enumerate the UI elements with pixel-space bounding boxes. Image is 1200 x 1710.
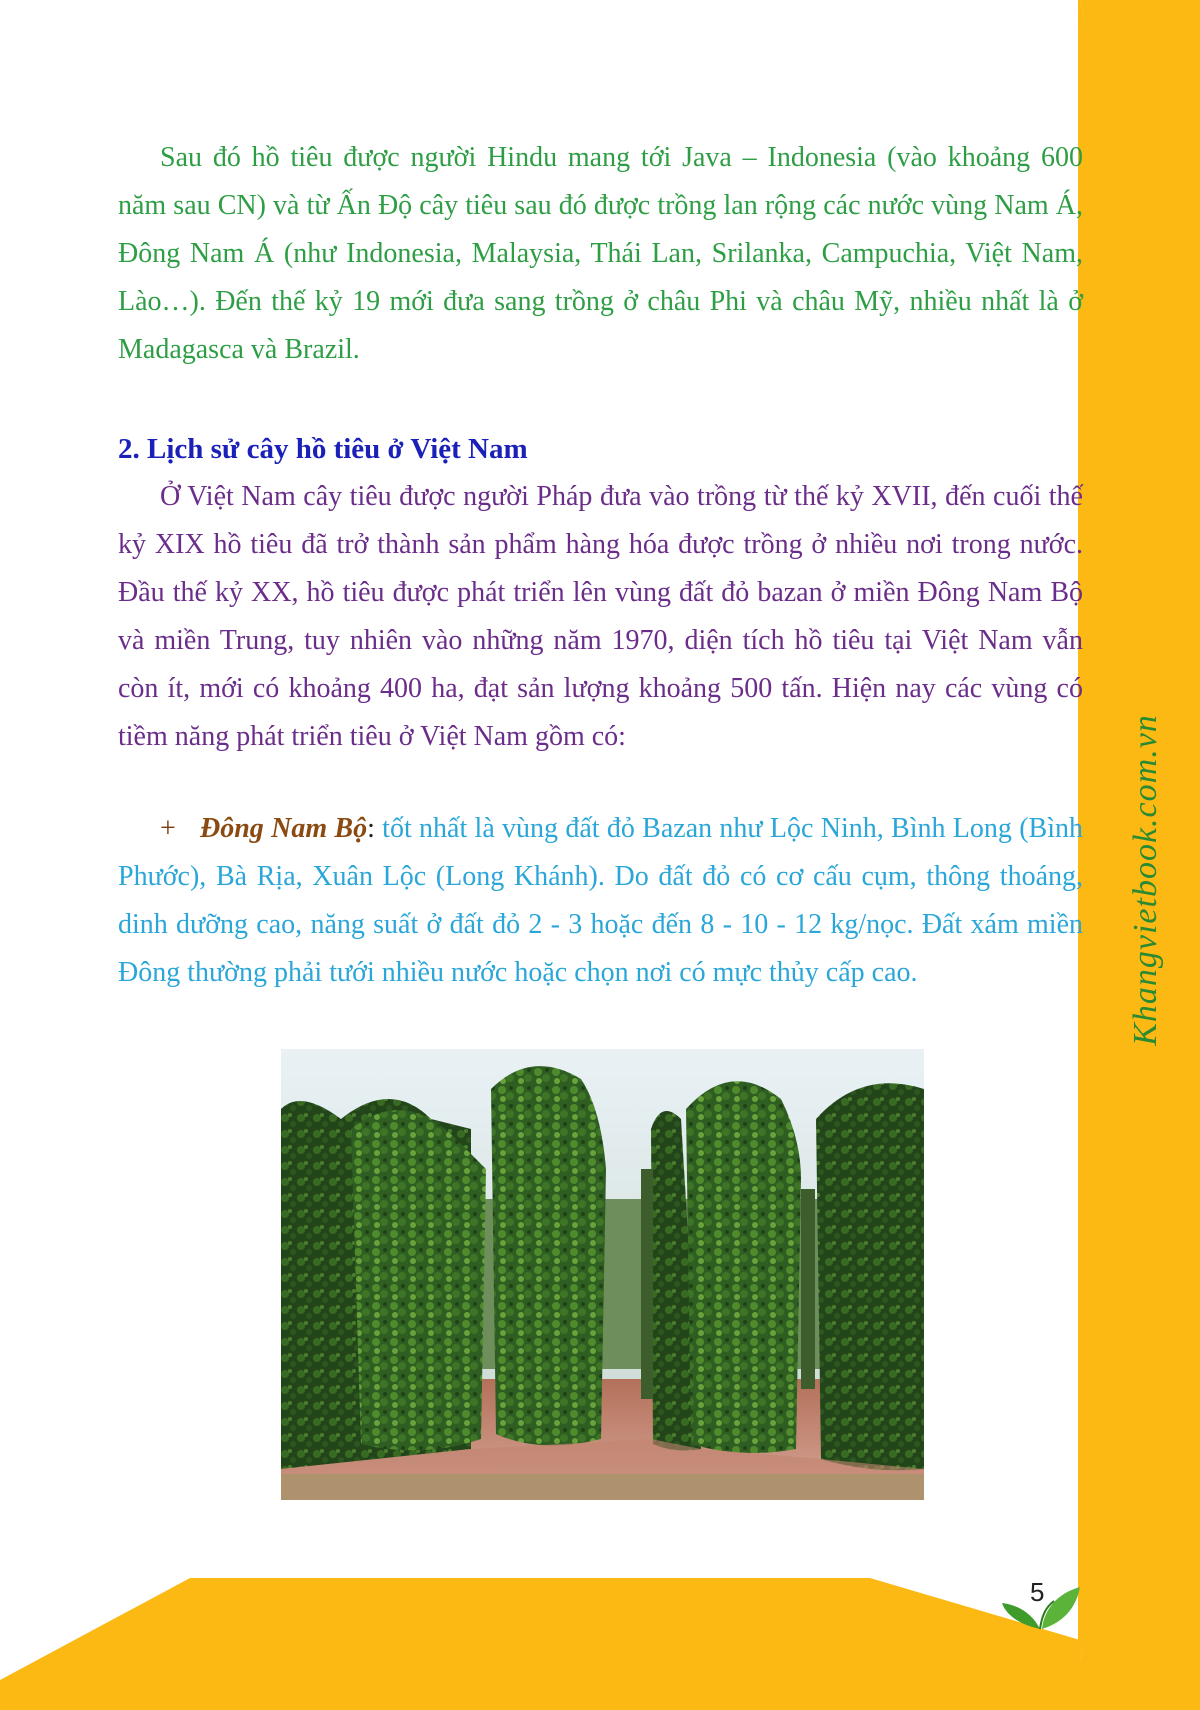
section-paragraph: Ở Việt Nam cây tiêu được người Pháp đưa vào trồng từ thế kỷ XVII, đến cuối thế kỷ XIX hồ tiêu đã trở thành sản phẩm hàng hóa được trồng ở nhiều nơi trong nước. Đầu thế kỷ XX, hồ tiêu được phát triển lên vùng đất đỏ bazan ở miền Đông Nam Bộ và miền Trung, tuy nhiên vào những năm 1970, diện tích hồ tiêu tại Việt Nam vẫn còn ít, mới có khoảng 400 ha, đạt sản lượng khoảng 500 tấn. Hiện nay các vùng có tiềm năng phát triển tiêu ở Việt Nam gồm có: xyxy=(118,481,1083,752)
watermark-text: Khangvietbook.com.vn xyxy=(1127,714,1164,1046)
page-number: 5 xyxy=(1030,1577,1045,1607)
bullet-plus: + xyxy=(160,813,176,844)
region-name: Đông Nam Bộ xyxy=(200,813,368,844)
pepper-plantation-illustration xyxy=(281,1049,924,1500)
leaf-icon xyxy=(1000,1575,1082,1631)
section-heading: 2. Lịch sử cây hồ tiêu ở Việt Nam xyxy=(118,433,528,465)
intro-paragraph: Sau đó hồ tiêu được người Hindu mang tới Java – Indonesia (vào khoảng 600 năm sau CN) và từ Ấn Độ cây tiêu sau đó được trồng lan rộng các nước vùng Nam Á, Đông Nam Á (như Indonesia, Malaysia, Thái Lan, Srilanka, Campuchia, Việt Nam, Lào…). Đến thế kỷ 19 mới đưa sang trồng ở châu Phi và châu Mỹ, nhiều nhất là ở Madagasca và Brazil. xyxy=(118,142,1083,365)
region-description: tốt nhất là vùng đất đỏ Bazan như Lộc Ninh, Bình Long (Bình Phước), Bà Rịa, Xuân Lộc (Long Khánh). Do đất đỏ có cơ cấu cụm, thông thoáng, dinh dưỡng cao, năng suất ở đất đỏ 2 - 3 hoặc đến 8 - 10 - 12 kg/nọc. Đất xám miền Đông thường phải tưới nhiều nước hoặc chọn nơi có mực thủy cấp cao. xyxy=(118,813,1083,988)
region-paragraph xyxy=(118,805,1083,997)
bottom-frame-band xyxy=(0,1578,1080,1710)
region-separator: : xyxy=(367,813,375,844)
pepper-plantation-photo xyxy=(281,1049,924,1500)
